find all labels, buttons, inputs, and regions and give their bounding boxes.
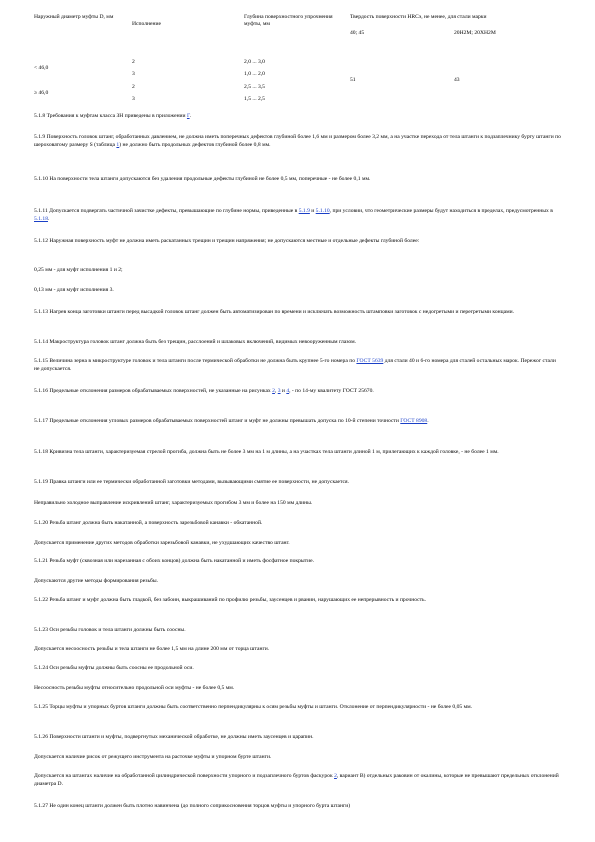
paragraph-text: ) не должно быть продольных дефектов глубиной более 0,8 мм. <box>119 141 271 148</box>
paragraph-5-1-23-a: Допускается несоосность резьбы и тела штанги не более 1,5 мм на длине 200 мм от торца штанги. <box>34 646 270 652</box>
paragraph-5-1-13: 5.1.13 Нагрев конца заготовки штанги перед высадкой головок штанг должен быть автоматизирован по времени и исключать возможность штамповки заготовок с недогретыми и перегретыми концами. <box>34 309 515 315</box>
paragraph-5-1-19-a: Неправильно холодное выправление искривлений штанг, характеризуемых прогибом 3 мм и более на 150 мм длины. <box>34 500 313 506</box>
table-header-steel-1: 40; 45 <box>350 30 365 36</box>
paragraph-text: 5.1.16 Предельные отклонения размеров обрабатываемых поверхностей, не указанные на рисунках <box>34 388 273 394</box>
paragraph-5-1-18: 5.1.18 Кривизна тела штанги, характеризуемая стрелой прогиба, должна быть не более 3 мм на 1 м длины, а на участках тела штанги длиной 1 м, прилегающих к каждой головке, - не более 1 мм. <box>34 449 499 455</box>
paragraph-text: . <box>47 215 50 222</box>
paragraph-5-1-10: 5.1.10 На поверхности тела штанги допускаются без удаления продольные дефекты глубиной не более 0,5 мм, поперечные - не более 0,1 мм. <box>34 176 371 182</box>
paragraph-text: 5.1.17 Предельные отклонения угловых размеров обрабатываемых поверхностей штанг и муфт не должны превышать допуска по 10-й степени точности <box>34 418 401 424</box>
paragraph-5-1-8 <box>34 113 562 121</box>
clause-5-1-18-link[interactable]: 5.1.18 <box>34 215 48 222</box>
table-cell-execution-2: 3 <box>132 71 135 77</box>
table-header-execution: Исполнение <box>132 21 161 27</box>
paragraph-text: 5.1.15 Величина зерна в микроструктуре головок и тела штанги после термической обработки не должна быть крупнее 5-го номера по <box>34 358 357 364</box>
table-cell-depth-3: 2,5 ... 3,5 <box>244 84 265 90</box>
paragraph-5-1-26-b <box>34 773 562 788</box>
paragraph-5-1-26-a: Допускается наличие рисок от режущего инструмента на расточке муфты и упорном бурте штанги. <box>34 754 272 760</box>
paragraph-5-1-21: 5.1.21 Резьба муфт (сквозная или нарезанная с обоих концов) должна быть накатанной и иметь фосфатное покрытие. <box>34 558 314 564</box>
table-cell-depth-1: 2,0 ... 3,0 <box>244 59 265 65</box>
paragraph-5-1-16 <box>34 388 562 396</box>
figure-4-link[interactable]: 4 <box>286 388 290 394</box>
paragraph-5-1-25: 5.1.25 Торцы муфты и упорных буртов штанги должны быть соответственно перпендикулярны к осям резьбы муфты и штанги. Отклонение от перпендикулярности - не более 0,05 мм. <box>34 704 473 710</box>
paragraph-text: 5.1.11 Допускается подвергать частичной зачистке дефекты, превышающие по глубине нормы, приведенные в <box>34 208 299 214</box>
gost-8908-link[interactable]: ГОСТ 8908 <box>400 418 428 424</box>
paragraph-text: , вариант В) отдельных раковин от окалины, которые не превышают предельных отклонений диаметра D. <box>34 773 559 787</box>
table-cell-execution-1: 2 <box>132 59 135 65</box>
paragraph-5-1-24-a: Несоосность резьбы муфты относительно продольной оси муфты - не более 0,5 мм. <box>34 685 235 691</box>
table-cell-hardness-2: 43 <box>454 77 460 83</box>
paragraph-5-1-9 <box>34 134 562 149</box>
paragraph-5-1-14: 5.1.14 Макроструктура головок штанг должна быть без трещин, расслоений и шлаковых включений, видимых невооруженным глазом. <box>34 339 357 345</box>
paragraph-5-1-20-a: Допускается применение других методов обработки зарезьбовой канавки, не ухудшающих качество штанг. <box>34 540 290 546</box>
table-cell-depth-4: 1,5 ... 2,5 <box>244 96 265 102</box>
figure-2-link[interactable]: 2 <box>272 388 275 394</box>
paragraph-5-1-20: 5.1.20 Резьба штанг должна быть накатанной, а поверхность зарезьбовой канавки - обкатанной. <box>34 520 263 526</box>
paragraph-5-1-19: 5.1.19 Правка штанги или ее термически обработанной заготовки методами, вызывающими смятие ее поверхности, не допускается. <box>34 479 350 485</box>
paragraph-text: . <box>427 418 429 424</box>
table-cell-diameter-1: < 46,0 <box>34 65 49 71</box>
table-cell-hardness-1: 51 <box>350 77 356 83</box>
paragraph-text: Допускается на штангах наличие на обработанной цилиндрической поверхности упорного и подзаплечного буртов фаскурок <box>34 773 335 779</box>
table-header-hardness: Твердость поверхности HRCэ, не менее, для стали марки <box>350 14 487 20</box>
paragraph-text: , - по 14-му квалитету ГОСТ 25670. <box>289 388 374 394</box>
paragraph-text: для стали 40 и 6-го номера для сталей остальных марок. Пережог стали не допускается. <box>34 358 556 372</box>
paragraph-text: 5.1.8 Требования к муфтам класса ЗН приведены в приложении <box>34 113 187 119</box>
table-cell-execution-3: 2 <box>132 84 135 90</box>
table-header-depth: Глубина поверхностного упрочнения муфты, мм <box>244 14 333 27</box>
paragraph-5-1-11 <box>34 208 562 223</box>
clause-5-1-9-link[interactable]: 5.1.9 <box>298 208 310 214</box>
paragraph-text: 5.1.9 Поверхность головок штанг, обработанных давлением, не должна иметь поперечных дефектов глубиной более 1,6 мм и размером более 3,2 мм, а на участке перехода от тела штанги к подзаплечнику бурту штанги по шероховатому размеру S (таблица <box>34 134 561 148</box>
paragraph-5-1-12-b: 0,13 мм - для муфт исполнения 3. <box>34 287 114 293</box>
paragraph-5-1-17 <box>34 418 562 426</box>
paragraph-text: . <box>189 113 191 119</box>
paragraph-5-1-12-a: 0,25 мм - для муфт исполнения 1 и 2; <box>34 267 123 273</box>
hardness-table <box>34 14 562 106</box>
paragraph-text: , при условии, что геометрические размеры будут находиться в пределах, предусмотренных в <box>329 208 553 214</box>
paragraph-5-1-23: 5.1.23 Оси резьбы головок и тела штанги должны быть соосны. <box>34 627 186 633</box>
paragraph-5-1-27: 5.1.27 Не один конец штанги должен быть плотно навинчена (до полного соприкосновения торцов муфты и упорного бурта штанги) <box>34 803 351 809</box>
paragraph-5-1-15 <box>34 358 562 373</box>
table-cell-diameter-2: ≥ 46,0 <box>34 90 49 96</box>
figure-2-link[interactable]: 2 <box>334 773 337 779</box>
table-1-link[interactable]: 1 <box>116 141 120 148</box>
figure-3-link[interactable]: 3 <box>277 388 281 394</box>
paragraph-5-1-26: 5.1.26 Поверхности штанги и муфты, подвергнутых механической обработке, не должны иметь заусенцев и царапин. <box>34 734 314 740</box>
table-header-diameter: Наружный диаметр муфты D, мм <box>34 14 114 20</box>
appendix-g-link[interactable]: Г <box>186 113 190 119</box>
paragraph-text: , <box>274 388 278 394</box>
table-cell-execution-4: 3 <box>132 96 135 102</box>
paragraph-text: и <box>309 208 316 214</box>
gost-5639-link[interactable]: ГОСТ 5639 <box>356 358 384 364</box>
clause-5-1-10-link[interactable]: 5.1.10 <box>315 208 330 214</box>
paragraph-5-1-24: 5.1.24 Оси резьбы муфты должны быть соосны ее продольной оси. <box>34 665 194 671</box>
paragraph-5-1-12: 5.1.12 Наружная поверхность муфт не должна иметь раскатанных трещин и трещин напряжения; не допускаются местные и отдельные дефекты глубиной более: <box>34 238 420 244</box>
paragraph-5-1-22: 5.1.22 Резьба штанг и муфт должна быть гладкой, без забоин, выкрашиваний по профилю резьбы, заусенцев и рванин, нарушающих ее непрерывность и прочность. <box>34 597 427 603</box>
paragraph-5-1-21-a: Допускаются другие методы формирования резьбы. <box>34 578 159 584</box>
paragraph-text: и <box>280 388 287 394</box>
table-header-steel-2: 20Н2М; 20ХН2М <box>454 30 496 36</box>
table-cell-depth-2: 1,0 ... 2,0 <box>244 71 265 77</box>
